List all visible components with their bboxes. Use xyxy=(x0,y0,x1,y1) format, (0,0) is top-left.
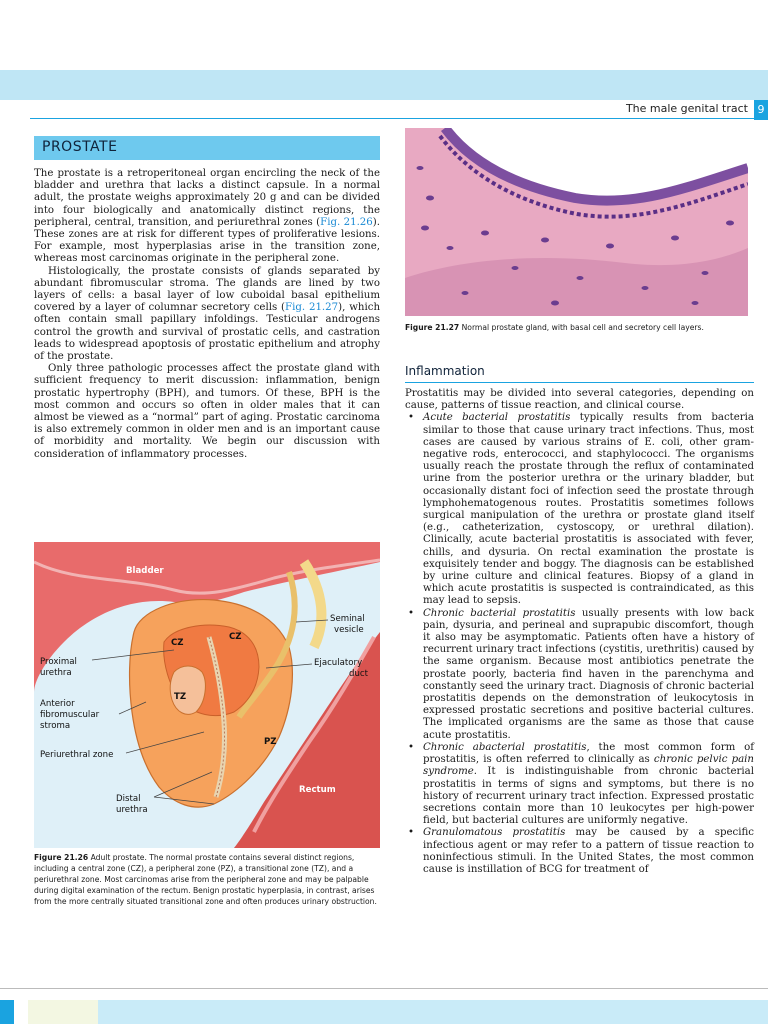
footer-block xyxy=(28,1000,98,1024)
label-anterior-2: fibromuscular xyxy=(40,710,100,720)
label-ejaculatory-2: duct xyxy=(349,669,368,679)
p1-text-a: The prostate is a retroperitoneal organ encircling the neck of the bladder and urethra that lacks a distinct capsule. In a normal adult, the prostate weighs approximately 20 g and can be divided into four biologically and anatomically distinct regions, the peripheral, central, transition, and periurethral zones ( xyxy=(34,168,380,228)
label-distal-1: Distal xyxy=(116,794,141,804)
label-distal-2: urethra xyxy=(116,805,148,815)
fig27-caption-text: Normal prostate gland, with basal cell and secretory cell layers. xyxy=(459,323,704,332)
inflammation-heading: Inflammation xyxy=(405,364,485,378)
b3-text-b: . It is indistinguishable from chronic bacterial prostatitis in terms of signs and symptoms, but there is no history of recurrent urinary tract infection. Expressed prostatic secretions contain more than 10 leukocytes per high-power field, but bacterial cultures are uniformly negative. xyxy=(423,766,754,827)
right-body-text xyxy=(405,388,754,876)
figure-21-27-caption xyxy=(405,322,748,333)
label-periurethral: Periurethral zone xyxy=(40,750,114,760)
top-color-band xyxy=(0,70,768,100)
bullet-icon: • xyxy=(408,827,415,839)
b2-text: usually presents with low back pain, dysuria, and perineal and suprapubic discomfort, though it also may be asymptomatic. Patients often have a history of recurrent urinary tract infections (cystitis, urethritis) caused by the same organism. Because most antibiotics penetrate the prostate poorly, bacteria find haven in the parenchyma and constantly seed the urinary tract. Diagnosis of chronic bacterial prostatitis depends on the demonstration of leukocytosis in expressed prostatic secretions and positive bacterial cultures. The implicated organisms are the same as those that cause acute prostatitis. xyxy=(423,607,754,741)
label-seminal-2: vesicle xyxy=(334,625,364,635)
bullet-icon: • xyxy=(408,412,415,424)
running-header: The male genital tract xyxy=(625,102,748,115)
b1-text: typically results from bacteria similar to those that cause urinary tract infections. Thus, most cases are caused by various strains of E. coli, other gram-negative rods, enterococci, and staphylococci. The organisms usually reach the prostate through the reflux of contaminated urine from the posterior urethra or the urinary bladder, but occasionally distant foci of infection seed the prostate through lymphohematogenous routes. Prostatitis sometimes follows surgical manipulation of the urethra or prostate gland itself (e.g., catheterization, cystoscopy, or urethral dilation). Clinically, acute bacterial prostatitis is associated with fever, chills, and dysuria. On rectal examination the prostate is exquisitely tender and boggy. The diagnosis can be established by urine culture and clinical features. Biopsy of a gland in which acute prostatitis is suspected is contraindicated, as this may lead to sepsis. xyxy=(423,412,754,607)
prostate-micrograph xyxy=(405,128,748,316)
bullet-icon: • xyxy=(408,607,415,619)
label-proximal-2: urethra xyxy=(40,668,72,678)
b4-text: may be caused by a specific infectious agent or may refer to a pattern of tissue reaction to noninfectious stimuli. In the United States, the most common cause is instillation of BCG for treatment of xyxy=(423,827,755,875)
b3-text-a: , the most common form of prostatitis, is often referred to clinically as xyxy=(423,741,755,766)
b4-term: Granulomatous prostatitis xyxy=(423,827,566,839)
fig27-label: Figure 21.27 xyxy=(405,323,460,332)
fig26-caption-text: Adult prostate. The normal prostate contains several distinct regions, including a central zone (CZ), a peripheral zone (PZ), a transitional zone (TZ), and a periurethral zone. Most carcinomas arise from the peripheral zone and may be palpable during digital examination of the rectum. Benign prostatic hyperplasia, in contrast, arises from the more centrally situated transitional zone and often produces urinary obstruction. xyxy=(34,853,377,906)
header-rule xyxy=(30,118,754,119)
label-proximal-1: Proximal xyxy=(40,657,77,667)
bullet-icon: • xyxy=(408,741,415,753)
label-cz-right: CZ xyxy=(229,632,242,642)
fig-21-27-link[interactable]: Fig. 21.27 xyxy=(285,302,339,314)
paragraph-3: Only three pathologic processes affect the prostate gland with sufficient frequency to merit discussion: inflammation, benign prostatic hypertrophy (BPH), and tumors. Of these, BPH is the most common and occurs so often in older males that it can almost be viewed as a “normal” part of aging. Prostatic carcinoma is also extremely common in older men and is an important cause of morbidity and mortality. We begin our discussion with consideration of inflammatory processes. xyxy=(34,363,380,460)
page-number: 9 xyxy=(754,100,768,120)
label-cz-left: CZ xyxy=(171,638,184,648)
p2-text-b: ), which often contain small papillary infoldings. Testicular androgens control the growth and survival of prostatic cells, and castration leads to widespread apoptosis of prostatic epithelium and atrophy of the prostate. xyxy=(34,302,381,363)
b3-term-2: chronic pelvic pain syndrome xyxy=(423,754,754,778)
label-anterior-1: Anterior xyxy=(40,699,75,709)
label-tz: TZ xyxy=(174,692,187,702)
b3-term: Chronic abacterial prostatitis xyxy=(423,741,587,753)
left-body-text xyxy=(34,168,380,461)
p1-text-b: ). These zones are at risk for different types of proliferative lesions. For example, most hyperplasias arise in the transition zone, whereas most carcinomas originate in the peripheral zone. xyxy=(34,216,380,265)
label-seminal-1: Seminal xyxy=(330,614,365,624)
label-pz: PZ xyxy=(264,737,277,747)
prostate-diagram-svg xyxy=(34,542,380,848)
micrograph-svg xyxy=(405,128,748,316)
footer-band xyxy=(98,1000,768,1024)
label-bladder: Bladder xyxy=(126,566,164,576)
label-rectum: Rectum xyxy=(299,785,336,795)
b1-term: Acute bacterial prostatitis xyxy=(423,412,571,424)
paragraph-2 xyxy=(34,266,380,364)
paragraph-1 xyxy=(34,168,380,266)
fig-21-26-link[interactable]: Fig. 21.26 xyxy=(320,216,373,228)
prostate-zone-diagram xyxy=(34,542,380,848)
label-anterior-3: stroma xyxy=(40,721,71,731)
list-item xyxy=(405,742,754,827)
list-item xyxy=(405,827,754,876)
b2-term: Chronic bacterial prostatitis xyxy=(423,607,576,619)
inflammation-intro: Prostatitis may be divided into several categories, depending on cause, patterns of tissue reaction, and clinical course. xyxy=(405,388,754,412)
label-ejaculatory-1: Ejaculatory xyxy=(314,658,363,668)
footer-rule xyxy=(0,988,768,989)
inflammation-rule xyxy=(405,382,754,383)
list-item xyxy=(405,412,754,607)
section-title: PROSTATE xyxy=(42,139,118,155)
list-item xyxy=(405,608,754,742)
fig26-label: Figure 21.26 xyxy=(34,853,89,862)
transition-zone xyxy=(170,666,205,714)
footer-accent xyxy=(0,1000,14,1024)
figure-21-26-caption xyxy=(34,852,380,907)
prostatitis-list xyxy=(405,412,754,876)
p2-text-a: Histologically, the prostate consists of glands separated by abundant fibromuscular stroma. The glands are lined by two layers of cells: a basal layer of low cuboidal basal epithelium covered by a layer of columnar secretory cells ( xyxy=(34,265,380,314)
